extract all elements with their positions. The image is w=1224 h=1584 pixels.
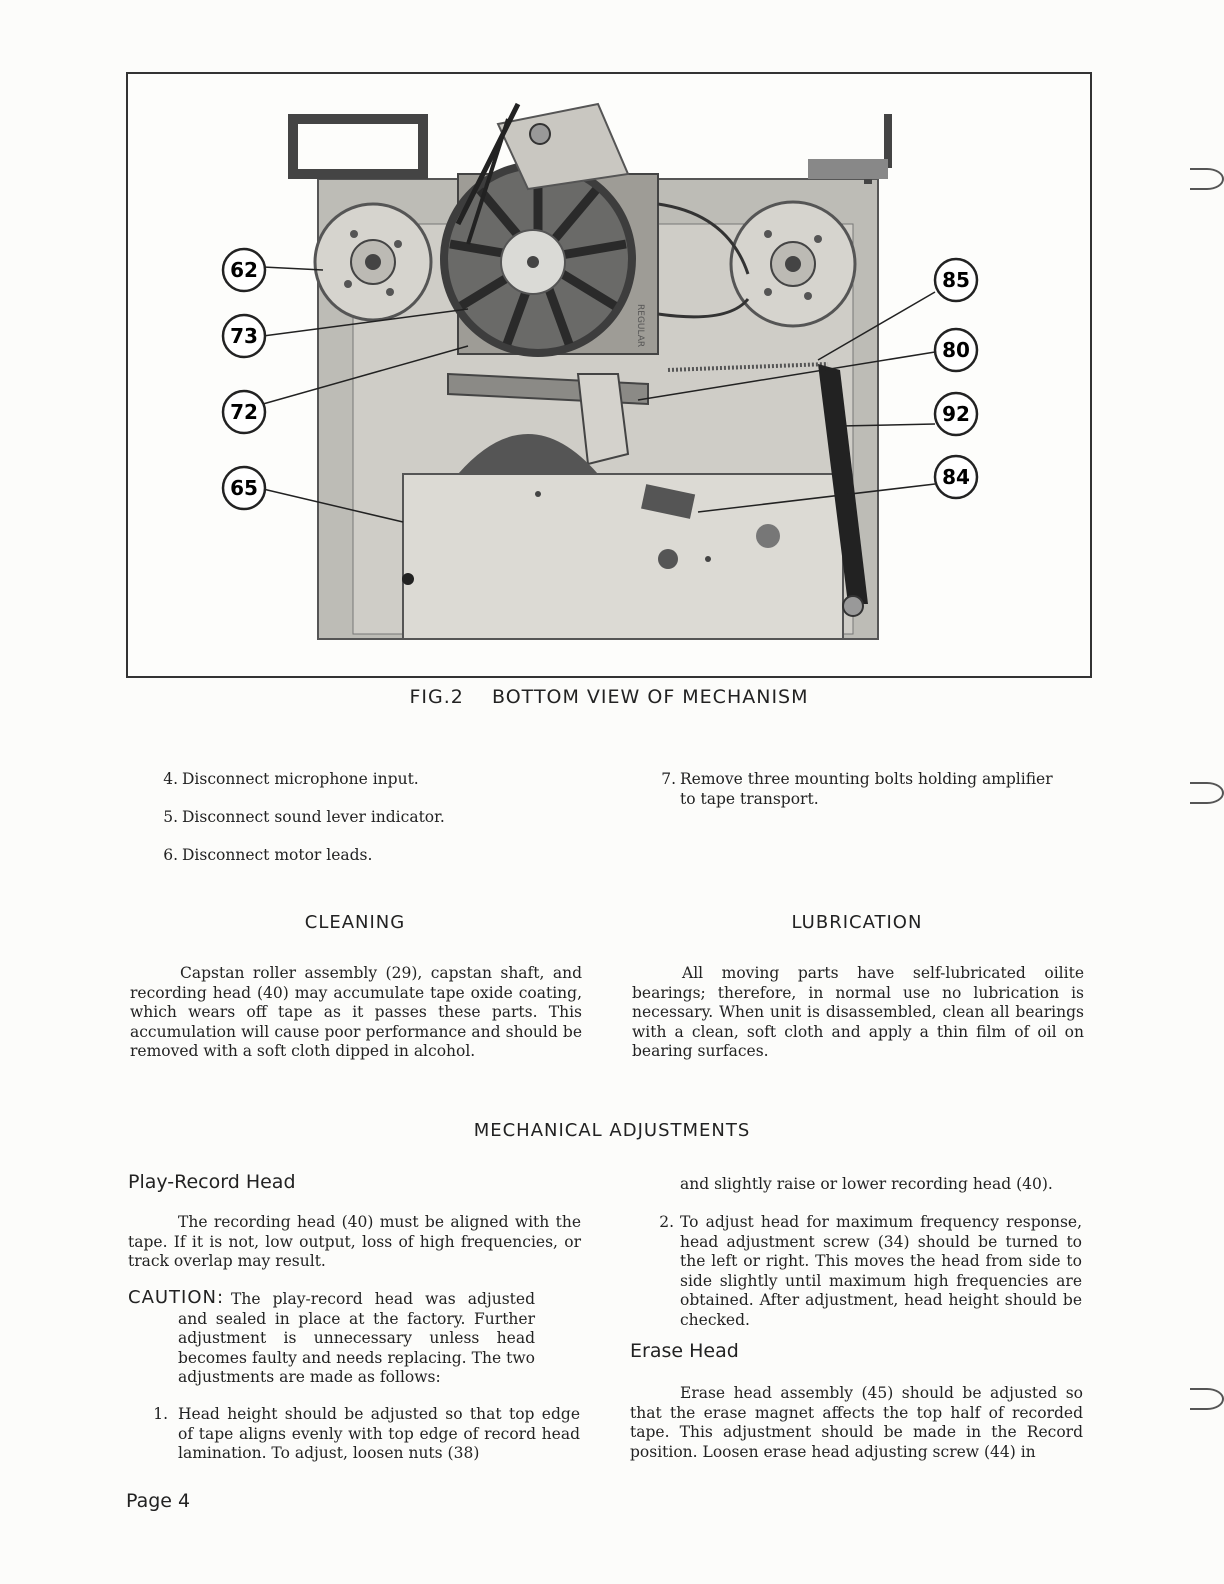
cleaning-paragraph: Capstan roller assembly (29), capstan shaft, and recording head (40) may accumulate tape oxide coating, which wears off tape as it passes these parts. This accumulation will cause poor performance and should be removed with a soft cloth dipped in alcohol. [130, 964, 582, 1060]
lubrication-heading: LUBRICATION [791, 912, 923, 933]
right-reel [731, 202, 855, 326]
play-record-head-title: Play-Record Head [128, 1171, 296, 1193]
callout-84 [935, 456, 977, 498]
step-7: 7. Remove three mounting bolts holding amplifier to tape transport. [661, 770, 1053, 808]
svg-text:92: 92 [942, 402, 970, 426]
adjust-step-1: 1. Head height should be adjusted so that top edge of tape aligns evenly with top edge of record head lamination. To adjust, loosen nuts (38) [153, 1405, 580, 1462]
step-4: 4. Disconnect microphone input. [163, 770, 419, 788]
cleaning-heading: CLEANING [304, 912, 406, 933]
svg-text:80: 80 [942, 338, 970, 362]
callout-85 [935, 259, 977, 301]
mechanical-adjustments-heading: MECHANICAL ADJUSTMENTS [473, 1120, 751, 1141]
svg-text:84: 84 [942, 465, 970, 489]
motor-fan [440, 161, 636, 357]
callout-73 [223, 315, 265, 357]
erase-head-title: Erase Head [630, 1340, 739, 1362]
panel-text: REGULAR [635, 304, 645, 348]
adjust-step-1-continued: and slightly raise or lower recording head (40). [680, 1175, 1053, 1193]
caution-label: CAUTION: [128, 1287, 225, 1308]
mechanism-illustration [128, 74, 1090, 676]
binder-hole-middle [1190, 782, 1224, 804]
page-number: Page 4 [126, 1490, 191, 1512]
top-left-bracket [293, 119, 423, 174]
callout-72 [223, 391, 265, 433]
callout-80 [935, 329, 977, 371]
svg-text:65: 65 [230, 476, 258, 500]
adjust-step-2: 2. To adjust head for maximum frequency response, head adjustment screw (34) should be turned to the left or right. This moves the head from side to side slightly until maximum high frequencies are obtained. After adjustment, head height should be checked. [659, 1213, 1082, 1329]
binder-hole-top [1190, 168, 1224, 190]
svg-text:72: 72 [230, 400, 258, 424]
callout-62 [223, 249, 265, 291]
figure-bottom-view [126, 72, 1092, 678]
svg-text:73: 73 [230, 324, 258, 348]
svg-text:62: 62 [230, 258, 258, 282]
binder-hole-bottom [1190, 1388, 1224, 1410]
callout-65 [223, 467, 265, 509]
step-5: 5. Disconnect sound lever indicator. [163, 808, 445, 826]
callout-92 [935, 393, 977, 435]
lower-plate [403, 474, 843, 639]
figure-caption: FIG.2 BOTTOM VIEW OF MECHANISM [409, 686, 809, 708]
left-reel [315, 204, 431, 320]
svg-text:85: 85 [942, 268, 970, 292]
erase-head-paragraph: Erase head assembly (45) should be adjusted so that the erase magnet affects the top half of recorded tape. This adjustment should be made in the Record position. Loosen erase head adjusting screw (44) in [630, 1384, 1083, 1461]
play-record-paragraph: The recording head (40) must be aligned with the tape. If it is not, low output, loss of high frequencies, or track overlap may result. [128, 1213, 581, 1270]
caution-text: The play-record head was adjusted and sealed in place at the factory. Further adjustment is unnecessary unless head becomes faulty and needs replacing. The two adjustments are made as follows: [178, 1290, 535, 1386]
lubrication-paragraph: All moving parts have self-lubricated oilite bearings; therefore, in normal use no lubrication is necessary. When unit is disassembled, clean all bearings with a clean, soft cloth and apply a thin film of oil on bearing surfaces. [632, 964, 1084, 1060]
step-6: 6. Disconnect motor leads. [163, 846, 373, 864]
